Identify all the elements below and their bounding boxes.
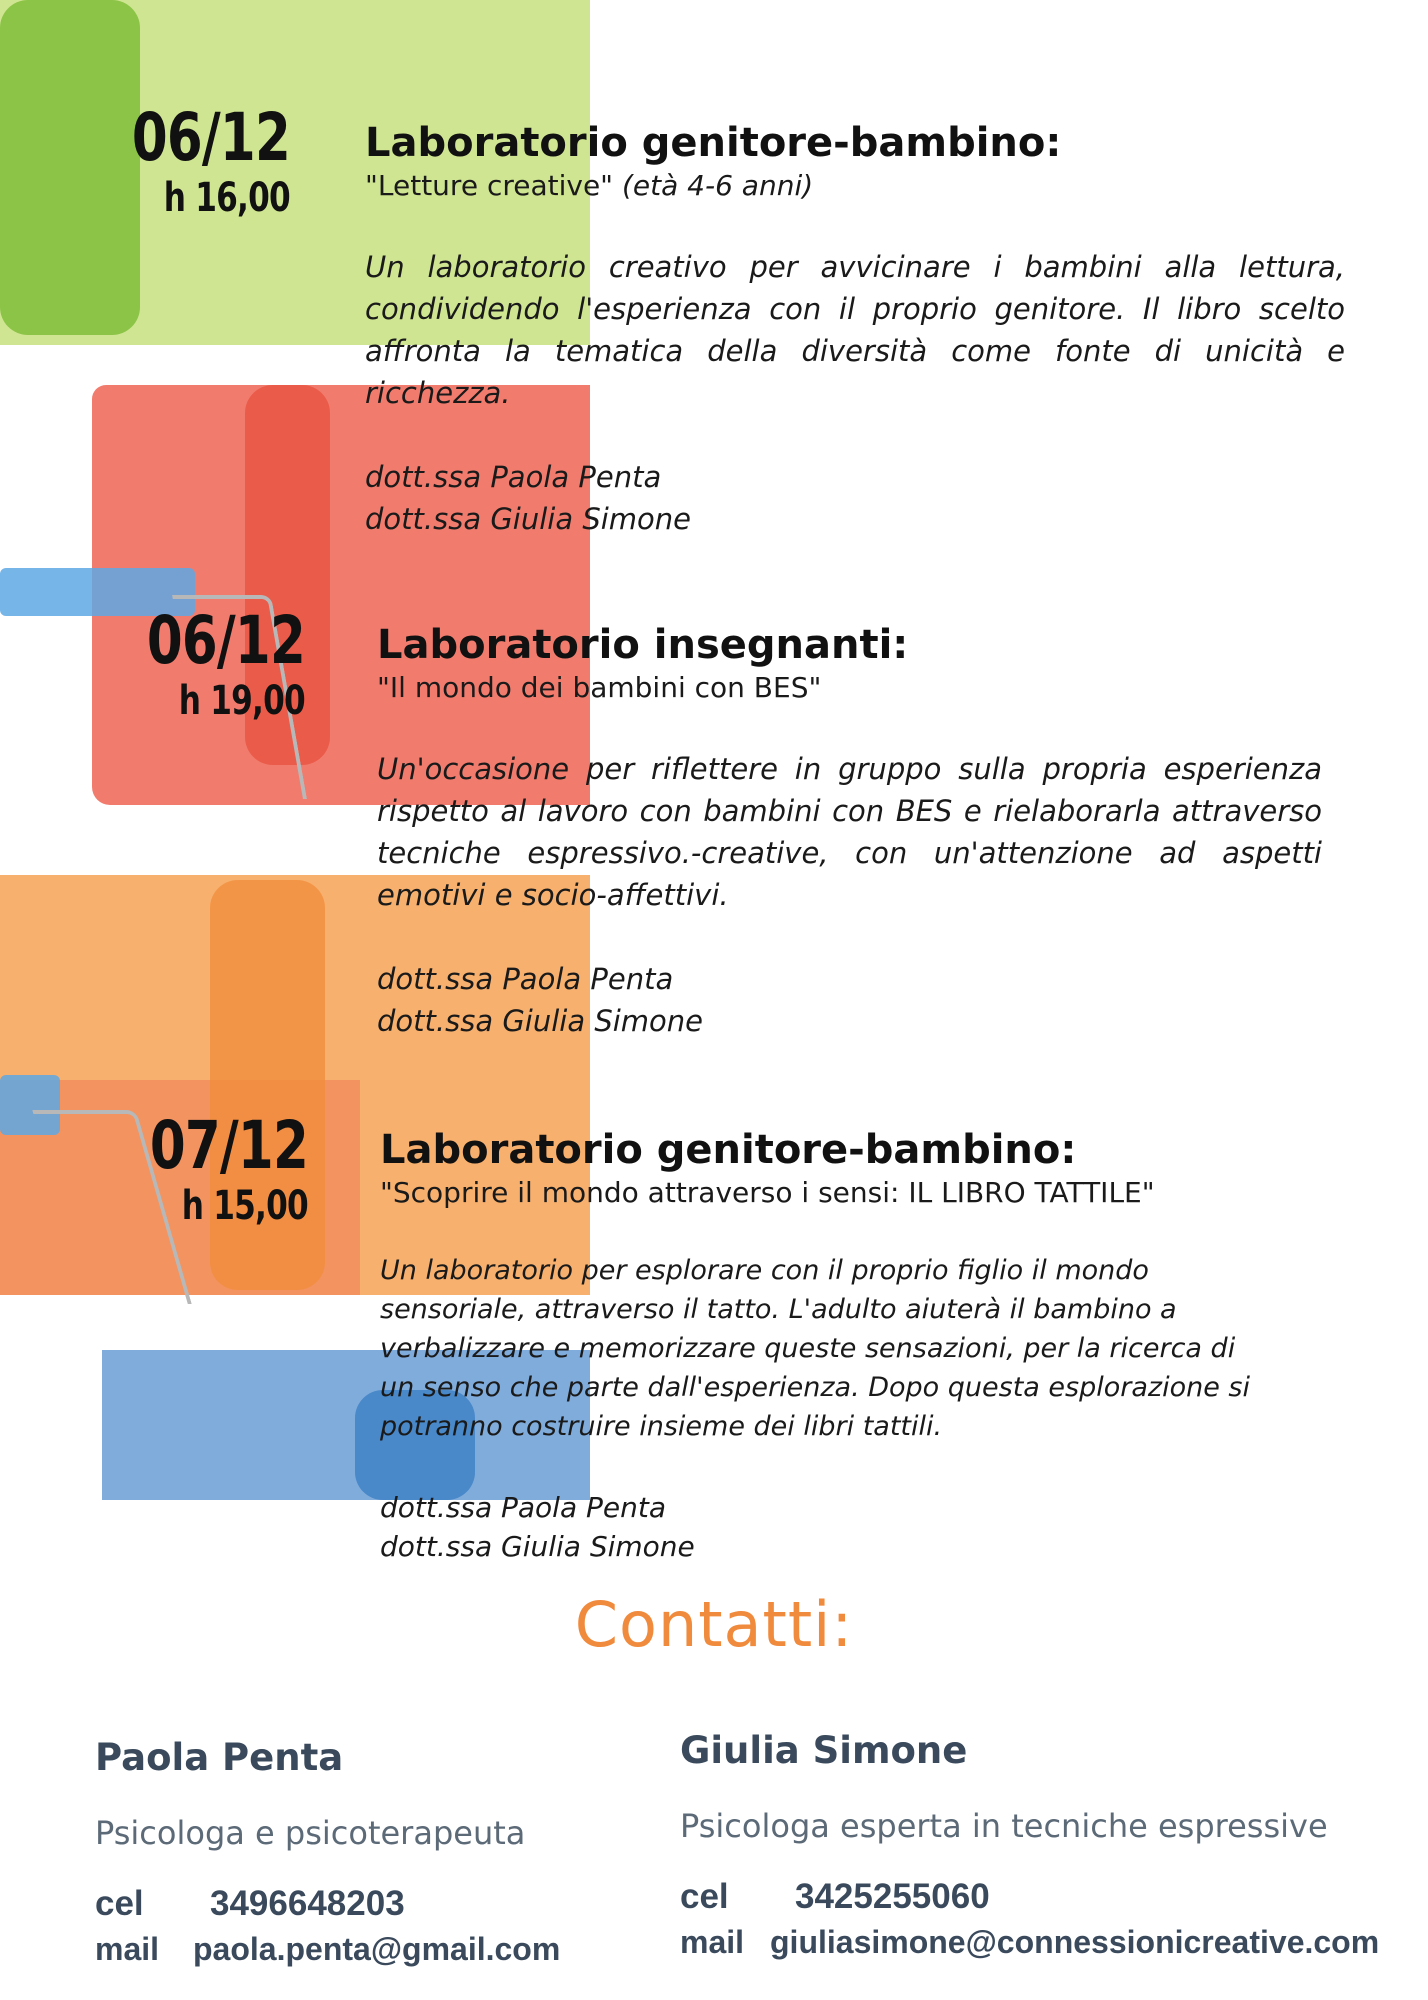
- event-date: [111, 99, 290, 222]
- email-link[interactable]: giuliasimone@connessionicreative.com: [770, 1924, 1380, 1960]
- description-line: un senso che parte dall'esperienza. Dopo questa esplorazione si: [380, 1372, 1250, 1403]
- author: dott.ssa Giulia Simone: [365, 502, 692, 536]
- event-time: h 15,00: [181, 1183, 308, 1229]
- event-time: h 16,00: [163, 175, 290, 221]
- event-title: Laboratorio genitore-bambino:: [380, 1127, 1077, 1173]
- event-description: [380, 1251, 1360, 1446]
- event-authors: [365, 456, 1345, 540]
- event-authors: [380, 1488, 1360, 1566]
- event-subtitle: "Scoprire il mondo attraverso i sensi: IL LIBRO TATTILE": [380, 1176, 1155, 1209]
- contact-phone-row: [680, 1876, 1379, 1918]
- contacts-heading: Contatti:: [574, 1588, 854, 1661]
- author: dott.ssa Paola Penta: [377, 962, 674, 996]
- phone-label: cel: [680, 1877, 729, 1916]
- author: dott.ssa Giulia Simone: [380, 1530, 695, 1563]
- contact-mail-row: [680, 1922, 1379, 1962]
- event-date: [126, 602, 305, 725]
- description-line: verbalizzare e memorizzare queste sensazioni, per la ricerca di: [380, 1333, 1236, 1364]
- event-age-range: (età 4-6 anni): [621, 169, 814, 202]
- description-line: sensoriale, attraverso il tatto. L'adulto aiuterà il bambino a: [380, 1294, 1177, 1325]
- event-day: 06/12: [146, 602, 305, 679]
- contact-card: [95, 1735, 560, 1969]
- event-subtitle: "Il mondo dei bambini con BES": [377, 671, 822, 704]
- contact-role: Psicologa esperta in tecniche espressive: [680, 1807, 1328, 1845]
- event-day: 06/12: [131, 99, 290, 176]
- description-line: potranno costruire insieme dei libri tattili.: [380, 1411, 943, 1442]
- event-block: [365, 118, 1345, 540]
- event-authors: [377, 958, 1322, 1042]
- author: dott.ssa Paola Penta: [365, 460, 662, 494]
- contact-role: Psicologa e psicoterapeuta: [95, 1814, 526, 1852]
- phone-label: cel: [95, 1884, 144, 1923]
- contact-name: Giulia Simone: [680, 1729, 968, 1772]
- author: dott.ssa Giulia Simone: [377, 1004, 704, 1038]
- event-time: h 19,00: [178, 678, 305, 724]
- mail-label: mail: [680, 1924, 745, 1960]
- contact-mail-row: [95, 1929, 560, 1969]
- event-title: Laboratorio insegnanti:: [377, 622, 909, 668]
- event-block: [377, 620, 1322, 1042]
- event-description: Un'occasione per riflettere in gruppo sulla propria esperienza rispetto al lavoro con bambini con BES e rielaborarla attraverso tecniche espressivo.-creative, con un'attenzione ad aspetti emotivi e socio-affettivi.: [377, 752, 1322, 912]
- event-title: Laboratorio genitore-bambino:: [365, 120, 1062, 166]
- phone-number[interactable]: 3425255060: [795, 1877, 990, 1916]
- contact-phone-row: [95, 1883, 560, 1925]
- event-subtitle: "Letture creative" (età 4-6 anni): [365, 169, 814, 202]
- mail-label: mail: [95, 1931, 160, 1967]
- event-day: 07/12: [149, 1107, 308, 1184]
- description-line: Un laboratorio per esplorare con il proprio figlio il mondo: [380, 1255, 1149, 1286]
- email-link[interactable]: paola.penta@gmail.com: [193, 1931, 561, 1967]
- phone-number[interactable]: 3496648203: [210, 1884, 405, 1923]
- event-block: [380, 1125, 1360, 1566]
- contact-card: [680, 1728, 1379, 1962]
- author: dott.ssa Paola Penta: [380, 1491, 667, 1524]
- contact-name: Paola Penta: [95, 1736, 344, 1779]
- event-date: [129, 1107, 308, 1230]
- event-description: Un laboratorio creativo per avvicinare i bambini alla lettura, condividendo l'esperienza con il proprio genitore. Il libro scelto affronta la tematica della diversità come fonte di unicità e ricchezza.: [365, 250, 1345, 410]
